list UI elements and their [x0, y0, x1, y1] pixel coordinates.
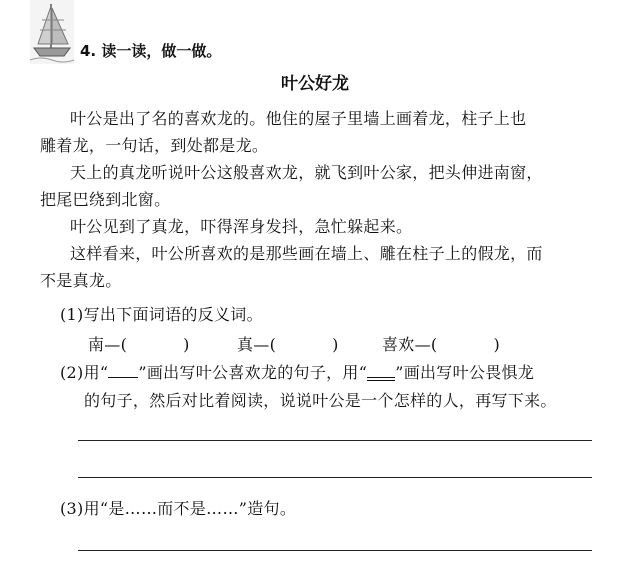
passage-line: 不是真龙。 [40, 271, 122, 290]
sailboat-icon [30, 0, 74, 64]
q1-item-south[interactable]: 南—( ) [88, 335, 190, 354]
answer-line-1[interactable] [78, 440, 592, 441]
straight-underline-sample [108, 365, 138, 378]
passage-title: 叶公好龙 [281, 74, 349, 94]
q2-line2: 的句子，然后对比着阅读，说说叶公是一个怎样的人，再写下来。 [84, 391, 557, 410]
q2-line1: (2)用“ ”画出写叶公喜欢龙的句子，用“ ”画出写叶公畏惧龙 [60, 363, 535, 382]
q3-prompt: (3)用“是……而不是……”造句。 [60, 499, 297, 518]
passage-line: 雕着龙，一句话，到处都是龙。 [40, 136, 269, 155]
passage-line: 把尾巴绕到北窗。 [40, 190, 171, 209]
q1-item-true[interactable]: 真—( ) [237, 335, 339, 354]
answer-line-3[interactable] [78, 550, 592, 551]
passage-line: 这样看来，叶公所喜欢的是那些画在墙上、雕在柱子上的假龙，而 [70, 244, 543, 263]
q1-prompt: (1)写出下面词语的反义词。 [60, 305, 263, 324]
double-underline-sample [367, 365, 395, 378]
passage-line: 天上的真龙听说叶公这般喜欢龙，就飞到叶公家，把头伸进南窗， [70, 163, 543, 182]
answer-line-2[interactable] [78, 477, 592, 478]
passage-line: 叶公见到了真龙，吓得浑身发抖，急忙躲起来。 [70, 217, 413, 236]
q1-item-like[interactable]: 喜欢—( ) [382, 335, 500, 354]
passage-line: 叶公是出了名的喜欢龙的。他住的屋子里墙上画着龙，柱子上也 [70, 109, 527, 128]
question-title: 4. 读一读，做一做。 [80, 42, 222, 60]
